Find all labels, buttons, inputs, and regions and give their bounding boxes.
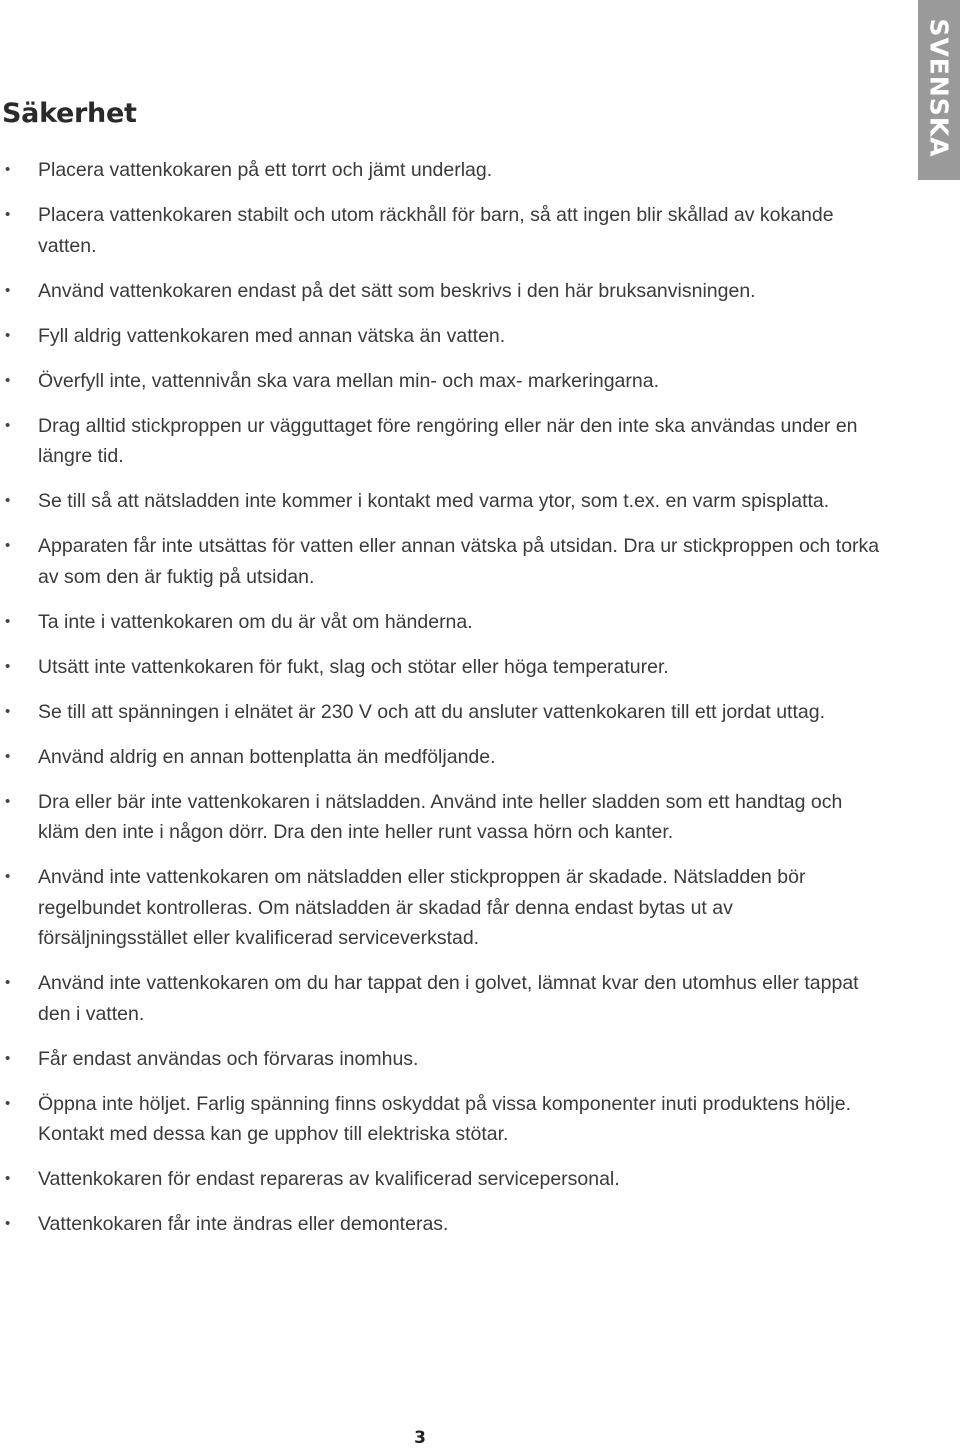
- bullet-icon: •: [5, 371, 11, 389]
- bullet-icon: •: [5, 206, 11, 223]
- list-item: [0, 697, 880, 728]
- list-item: [0, 486, 880, 517]
- bullet-icon: •: [5, 492, 11, 509]
- list-item-text: Placera vattenkokaren stabilt och utom räckhåll för barn, så att ingen blir skållad av kokande vatten.: [38, 204, 834, 257]
- list-item-text: Fyll aldrig vattenkokaren med annan vätska än vatten.: [38, 324, 506, 347]
- bullet-icon: •: [5, 161, 11, 178]
- list-item: [0, 652, 880, 683]
- list-item: [0, 366, 880, 397]
- list-item-text: Ta inte i vattenkokaren om du är våt om händerna.: [38, 610, 473, 633]
- list-item-text: Öppna inte höljet. Farlig spänning finns oskyddat på vissa komponenter inuti produktens hölje. Kontakt med dessa kan ge upphov till elektriska stötar.: [38, 1092, 851, 1145]
- list-item-text: Vattenkokaren får inte ändras eller demonteras.: [38, 1213, 449, 1235]
- bullet-icon: •: [5, 1170, 11, 1187]
- page-number: 3: [414, 1428, 426, 1448]
- bullet-icon: •: [5, 326, 11, 344]
- list-item-text: Överfyll inte, vattennivån ska vara mellan min- och max- markeringarna.: [38, 369, 659, 392]
- bullet-icon: •: [5, 974, 11, 991]
- list-item-text: Använd inte vattenkokaren om du har tappat den i golvet, lämnat kvar den utomhus eller tappat den i vatten.: [38, 972, 859, 1025]
- bullet-icon: •: [5, 657, 11, 675]
- bullet-icon: •: [5, 1049, 11, 1067]
- bullet-icon: •: [5, 281, 11, 299]
- list-item: [0, 968, 880, 1029]
- list-item-text: Placera vattenkokaren på ett torrt och jämt underlag.: [38, 159, 493, 181]
- list-item: [0, 155, 880, 186]
- list-item: [0, 1209, 880, 1240]
- bullet-icon: •: [5, 792, 11, 810]
- bullet-icon: •: [5, 868, 11, 885]
- bullet-icon: •: [5, 747, 11, 765]
- language-tab: [918, 0, 960, 180]
- list-item: [0, 787, 880, 848]
- list-item: [0, 411, 880, 472]
- list-item-text: Vattenkokaren för endast repareras av kvalificerad servicepersonal.: [38, 1168, 620, 1190]
- list-item: [0, 1044, 880, 1075]
- bullet-icon: •: [5, 702, 11, 720]
- language-tab-label: SVENSKA: [924, 18, 954, 158]
- list-item: [0, 200, 880, 261]
- list-item-text: Se till så att nätsladden inte kommer i kontakt med varma ytor, som t.ex. en varm spisplatta.: [38, 490, 830, 512]
- list-item-text: Använd aldrig en annan bottenplatta än medföljande.: [38, 745, 496, 768]
- list-item: [0, 276, 880, 307]
- list-item-text: Använd inte vattenkokaren om nätsladden eller stickproppen är skadade. Nätsladden bör regelbundet kontrolleras. Om nätsladden är skadad får denna endast bytas ut av försäljningsstället eller kvalificerad serviceverkstad.: [38, 866, 806, 949]
- list-item-text: Använd vattenkokaren endast på det sätt som beskrivs i den här bruksanvisningen.: [38, 279, 756, 302]
- list-item: [0, 742, 880, 773]
- list-item-text: Drag alltid stickproppen ur vägguttaget före rengöring eller när den inte ska användas under en längre tid.: [38, 414, 858, 467]
- bullet-icon: •: [5, 537, 11, 554]
- bullet-icon: •: [5, 612, 11, 630]
- list-item-text: Se till att spänningen i elnätet är 230 V och att du ansluter vattenkokaren till ett jordat uttag.: [38, 700, 825, 723]
- list-item: [0, 1089, 880, 1150]
- list-item: [0, 607, 880, 638]
- safety-list: [0, 155, 880, 1254]
- list-item-text: Får endast användas och förvaras inomhus.: [38, 1047, 419, 1070]
- bullet-icon: •: [5, 1094, 11, 1112]
- list-item-text: Dra eller bär inte vattenkokaren i nätsladden. Använd inte heller sladden som ett handtag och kläm den inte i någon dörr. Dra den inte heller runt vassa hörn och kanter.: [38, 790, 843, 843]
- list-item-text: Apparaten får inte utsättas för vatten eller annan vätska på utsidan. Dra ur stickproppen och torka av som den är fuktig på utsidan.: [38, 535, 880, 588]
- list-item-text: Utsätt inte vattenkokaren för fukt, slag och stötar eller höga temperaturer.: [38, 655, 669, 678]
- section-heading: Säkerhet: [2, 98, 137, 129]
- list-item: [0, 531, 880, 592]
- bullet-icon: •: [5, 416, 11, 434]
- bullet-icon: •: [5, 1215, 11, 1232]
- list-item: [0, 321, 880, 352]
- list-item: [0, 862, 880, 954]
- list-item: [0, 1164, 880, 1195]
